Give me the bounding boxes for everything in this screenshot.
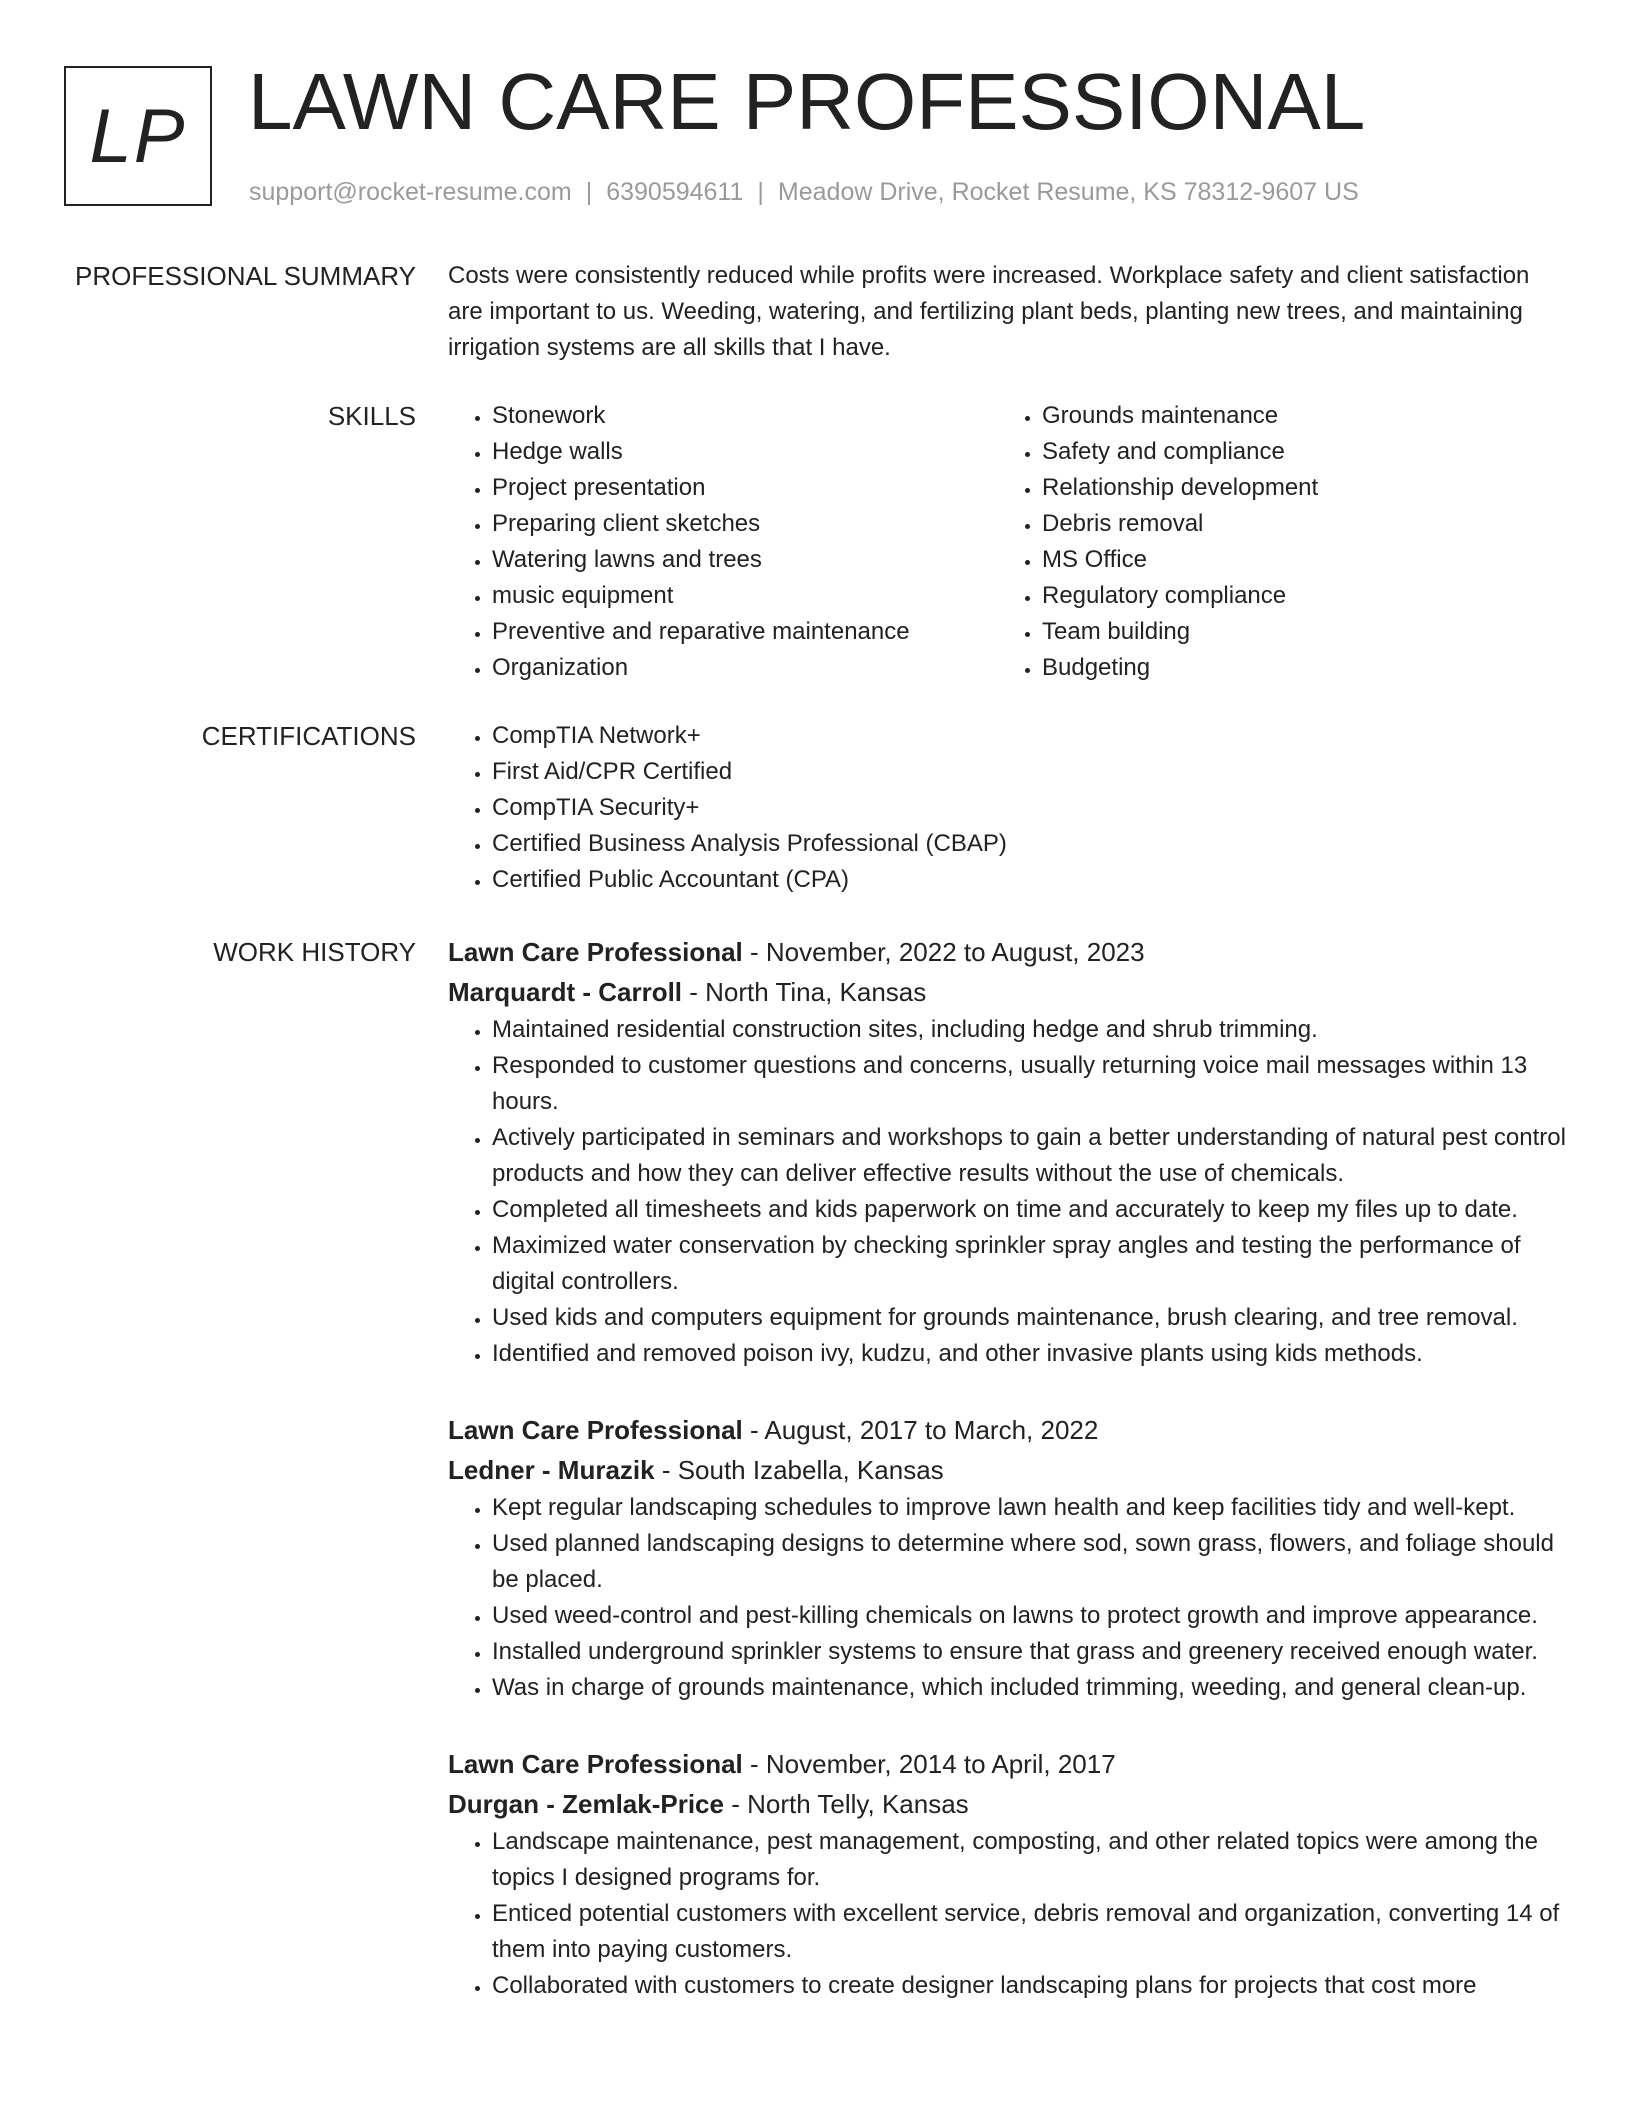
- job-bullet: • Actively participated in seminars and workshops to gain a better understanding of natural pest control products and how they can deliver effective results without the use of chemicals.: [492, 1120, 1568, 1192]
- job-title-line: [448, 1410, 1568, 1450]
- job-bullets: [448, 1824, 1568, 2004]
- certification-item: • Certified Business Analysis Professional (CBAP): [492, 826, 1568, 862]
- job-bullet: • Landscape maintenance, pest management, composting, and other related topics were among the topics I designed programs for.: [492, 1824, 1568, 1896]
- job-dates: - November, 2022 to August, 2023: [742, 937, 1145, 967]
- skills-body: [448, 398, 1568, 686]
- work-history-heading: WORK HISTORY: [213, 937, 416, 967]
- job-bullet: • Completed all timesheets and kids paperwork on time and accurately to keep my files up to date.: [492, 1192, 1568, 1228]
- job-title-line: [448, 1744, 1568, 1784]
- skill-item: • Regulatory compliance: [1042, 578, 1548, 614]
- contact-line: [249, 176, 1359, 208]
- certification-item: • Certified Public Accountant (CPA): [492, 862, 1568, 898]
- job-title-line: [448, 932, 1568, 972]
- skills-heading: SKILLS: [327, 401, 416, 431]
- job-dates: - November, 2014 to April, 2017: [742, 1749, 1116, 1779]
- skill-item: • Preparing client sketches: [492, 506, 998, 542]
- summary-heading: PROFESSIONAL SUMMARY: [75, 261, 416, 291]
- job-bullets: [448, 1490, 1568, 1706]
- job-bullet: • Installed underground sprinkler systems to ensure that grass and greenery received enough water.: [492, 1634, 1568, 1670]
- skill-item: • Preventive and reparative maintenance: [492, 614, 998, 650]
- separator: |: [757, 178, 764, 206]
- address-text: Meadow Drive, Rocket Resume, KS 78312-9607 US: [777, 178, 1359, 206]
- certifications-body: [448, 718, 1568, 898]
- skill-item: • Relationship development: [1042, 470, 1548, 506]
- job-entry: [448, 1410, 1568, 1706]
- job-bullet: • Used planned landscaping designs to determine where sod, sown grass, flowers, and foliage should be placed.: [492, 1526, 1568, 1598]
- certification-item: • CompTIA Security+: [492, 790, 1568, 826]
- skill-item: • Stonework: [492, 398, 998, 434]
- job-location: - North Telly, Kansas: [723, 1789, 969, 1819]
- skills-column-1: [448, 398, 998, 686]
- summary-body: [448, 258, 1568, 366]
- skill-item: • Watering lawns and trees: [492, 542, 998, 578]
- skill-item: • Team building: [1042, 614, 1548, 650]
- certification-item: • CompTIA Network+: [492, 718, 1568, 754]
- job-location: - South Izabella, Kansas: [654, 1455, 944, 1485]
- skills-column-2: [998, 398, 1548, 686]
- job-bullet: • Used kids and computers equipment for grounds maintenance, brush clearing, and tree removal.: [492, 1300, 1568, 1336]
- job-company: Durgan - Zemlak-Price: [448, 1789, 724, 1819]
- job-bullet: • Collaborated with customers to create designer landscaping plans for projects that cost more: [492, 1968, 1568, 2004]
- job-company: Marquardt - Carroll: [448, 977, 683, 1007]
- job-entry: [448, 1744, 1568, 2004]
- job-bullets: [448, 1012, 1568, 1372]
- job-bullet: • Enticed potential customers with excellent service, debris removal and organization, converting 14 of them into paying customers.: [492, 1896, 1568, 1968]
- skill-item: • Debris removal: [1042, 506, 1548, 542]
- separator: |: [585, 178, 593, 206]
- skill-item: • Hedge walls: [492, 434, 998, 470]
- phone-text: 6390594611: [606, 178, 744, 206]
- job-bullet: • Kept regular landscaping schedules to improve lawn health and keep facilities tidy and well-kept.: [492, 1490, 1568, 1526]
- skill-item: • Organization: [492, 650, 998, 686]
- skill-item: • Safety and compliance: [1042, 434, 1548, 470]
- skill-item: • Budgeting: [1042, 650, 1548, 686]
- summary-text: Costs were consistently reduced while profits were increased. Workplace safety and client satisfaction are important to us. Weeding, watering, and fertilizing plant beds, planting new trees, and maintaining irrigation systems are all skills that I have.: [448, 262, 1530, 361]
- skill-item: • music equipment: [492, 578, 998, 614]
- job-bullet: • Maximized water conservation by checking sprinkler spray angles and testing the performance of digital controllers.: [492, 1228, 1568, 1300]
- skill-item: • Project presentation: [492, 470, 998, 506]
- job-company-line: [448, 1450, 1568, 1490]
- email-text[interactable]: support@rocket-resume.com: [249, 178, 572, 206]
- job-bullet: • Identified and removed poison ivy, kudzu, and other invasive plants using kids methods.: [492, 1336, 1568, 1372]
- skill-item: • MS Office: [1042, 542, 1548, 578]
- job-location: - North Tina, Kansas: [682, 977, 927, 1007]
- certification-item: • First Aid/CPR Certified: [492, 754, 1568, 790]
- job-entry: [448, 932, 1568, 1372]
- job-company-line: [448, 1784, 1568, 1824]
- work-history-body: [448, 932, 1568, 2042]
- job-bullet: • Maintained residential construction sites, including hedge and shrub trimming.: [492, 1012, 1568, 1048]
- job-title: Lawn Care Professional: [448, 1415, 743, 1445]
- job-title: Lawn Care Professional: [448, 1749, 743, 1779]
- resume-title: LAWN CARE PROFESSIONAL: [248, 57, 1366, 146]
- job-company-line: [448, 972, 1568, 1012]
- job-bullet: • Responded to customer questions and concerns, usually returning voice mail messages within 13 hours.: [492, 1048, 1568, 1120]
- job-company: Ledner - Murazik: [448, 1455, 655, 1485]
- job-bullet: • Used weed-control and pest-killing chemicals on lawns to protect growth and improve appearance.: [492, 1598, 1568, 1634]
- job-title: Lawn Care Professional: [448, 937, 743, 967]
- job-dates: - August, 2017 to March, 2022: [742, 1415, 1099, 1445]
- certifications-heading: CERTIFICATIONS: [201, 721, 416, 751]
- job-bullet: • Was in charge of grounds maintenance, which included trimming, weeding, and general clean-up.: [492, 1670, 1568, 1706]
- skill-item: • Grounds maintenance: [1042, 398, 1548, 434]
- monogram-logo: LP: [64, 66, 212, 206]
